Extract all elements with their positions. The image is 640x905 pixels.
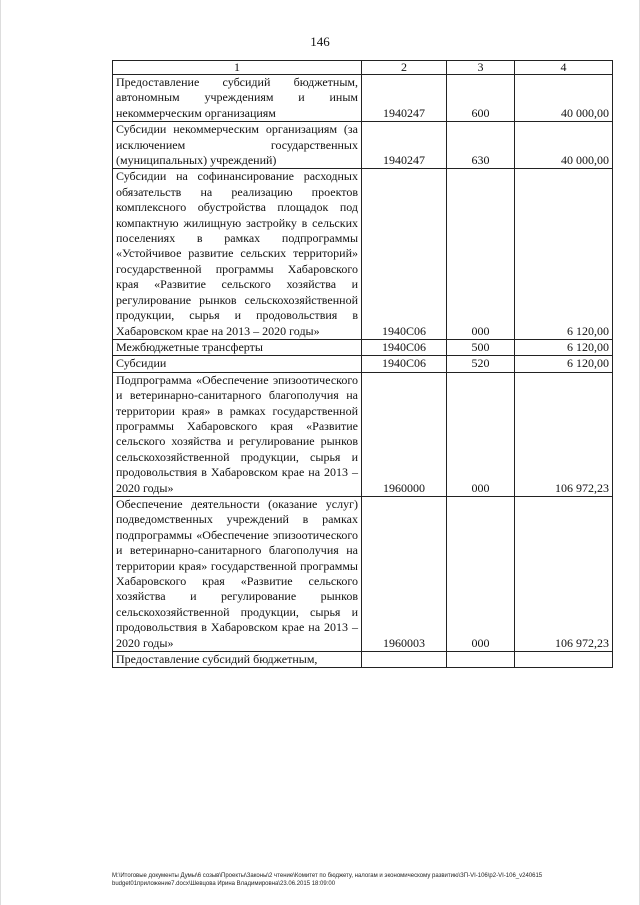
header-col-2: 2 — [362, 61, 447, 75]
row-code — [362, 652, 447, 668]
row-code: 1960000 — [362, 372, 447, 496]
table-header-row — [113, 61, 613, 75]
row-code: 1940247 — [362, 122, 447, 169]
row-name: Субсидии на софинансирование расходных обязательств на реализацию проектов комплексного обустройства площадок под компактную жилищную застройку в сельских поселениях в рамках подпрограммы «Устойчивое развитие сельских территорий» государственной программы Хабаровского края «Развитие сельского хозяйства и регулирование рынков сельскохозяйственной продукции, сырья и продовольствия в Хабаровском крае на 2013 – 2020 годы» — [113, 169, 362, 339]
table-row — [113, 169, 613, 339]
row-expense-type — [447, 652, 515, 668]
table-row — [113, 496, 613, 651]
page-number: 146 — [310, 34, 330, 49]
row-name: Обеспечение деятельности (оказание услуг) подведомственных учреждений в рамках подпрограммы «Обеспечение эпизоотического и ветеринарно-санитарного благополучия на территории края» государственной программы Хабаровского края «Развитие сельского хозяйства и регулирование рынков сельскохозяйственной продукции, сырья и продовольствия в Хабаровском крае на 2013 – 2020 годы» — [113, 496, 362, 651]
row-expense-type: 600 — [447, 75, 515, 122]
table-row — [113, 339, 613, 355]
table-row — [113, 122, 613, 169]
row-expense-type: 000 — [447, 372, 515, 496]
row-amount: 6 120,00 — [515, 169, 613, 339]
row-expense-type: 000 — [447, 169, 515, 339]
row-amount: 40 000,00 — [515, 75, 613, 122]
header-col-1: 1 — [113, 61, 362, 75]
row-amount: 40 000,00 — [515, 122, 613, 169]
row-amount: 6 120,00 — [515, 356, 613, 372]
row-amount: 6 120,00 — [515, 339, 613, 355]
row-expense-type: 500 — [447, 339, 515, 355]
budget-table — [112, 60, 613, 668]
table-row — [113, 652, 613, 668]
row-code: 1940С06 — [362, 356, 447, 372]
row-expense-type: 630 — [447, 122, 515, 169]
row-name: Субсидии некоммерческим организациям (за исключением государственных (муниципальных) учреждений) — [113, 122, 362, 169]
header-col-3: 3 — [447, 61, 515, 75]
row-name: Предоставление субсидий бюджетным, — [113, 652, 362, 668]
table-row — [113, 356, 613, 372]
row-code: 1940С06 — [362, 169, 447, 339]
header-col-4: 4 — [515, 61, 613, 75]
row-code: 1960003 — [362, 496, 447, 651]
document-footer-path: M:\Итоговые документы Думы\6 созыв\Проекты\Законы\2 чтение\Комитет по бюджету, налогам и экономическому развитию\ЗП-VI-106\р2-VI-106_v240615 budget01приложение7.docx\Шевцова Ирина Владимировна\23.06.2015 18:09:00 — [112, 873, 543, 887]
row-name: Предоставление субсидий бюджетным, автономным учреждениям и иным некоммерческим организациям — [113, 75, 362, 122]
row-name: Межбюджетные трансферты — [113, 339, 362, 355]
table-row — [113, 372, 613, 496]
row-expense-type: 000 — [447, 496, 515, 651]
row-amount — [515, 652, 613, 668]
table-row — [113, 75, 613, 122]
row-name: Субсидии — [113, 356, 362, 372]
row-expense-type: 520 — [447, 356, 515, 372]
row-code: 1940247 — [362, 75, 447, 122]
row-name: Подпрограмма «Обеспечение эпизоотического и ветеринарно-санитарного благополучия на территории края» в рамках государственной программы Хабаровского края «Развитие сельского хозяйства и регулирование рынков сельскохозяйственной продукции, сырья и продовольствия в Хабаровском крае на 2013 – 2020 годы» — [113, 372, 362, 496]
row-code: 1940С06 — [362, 339, 447, 355]
row-amount: 106 972,23 — [515, 496, 613, 651]
row-amount: 106 972,23 — [515, 372, 613, 496]
